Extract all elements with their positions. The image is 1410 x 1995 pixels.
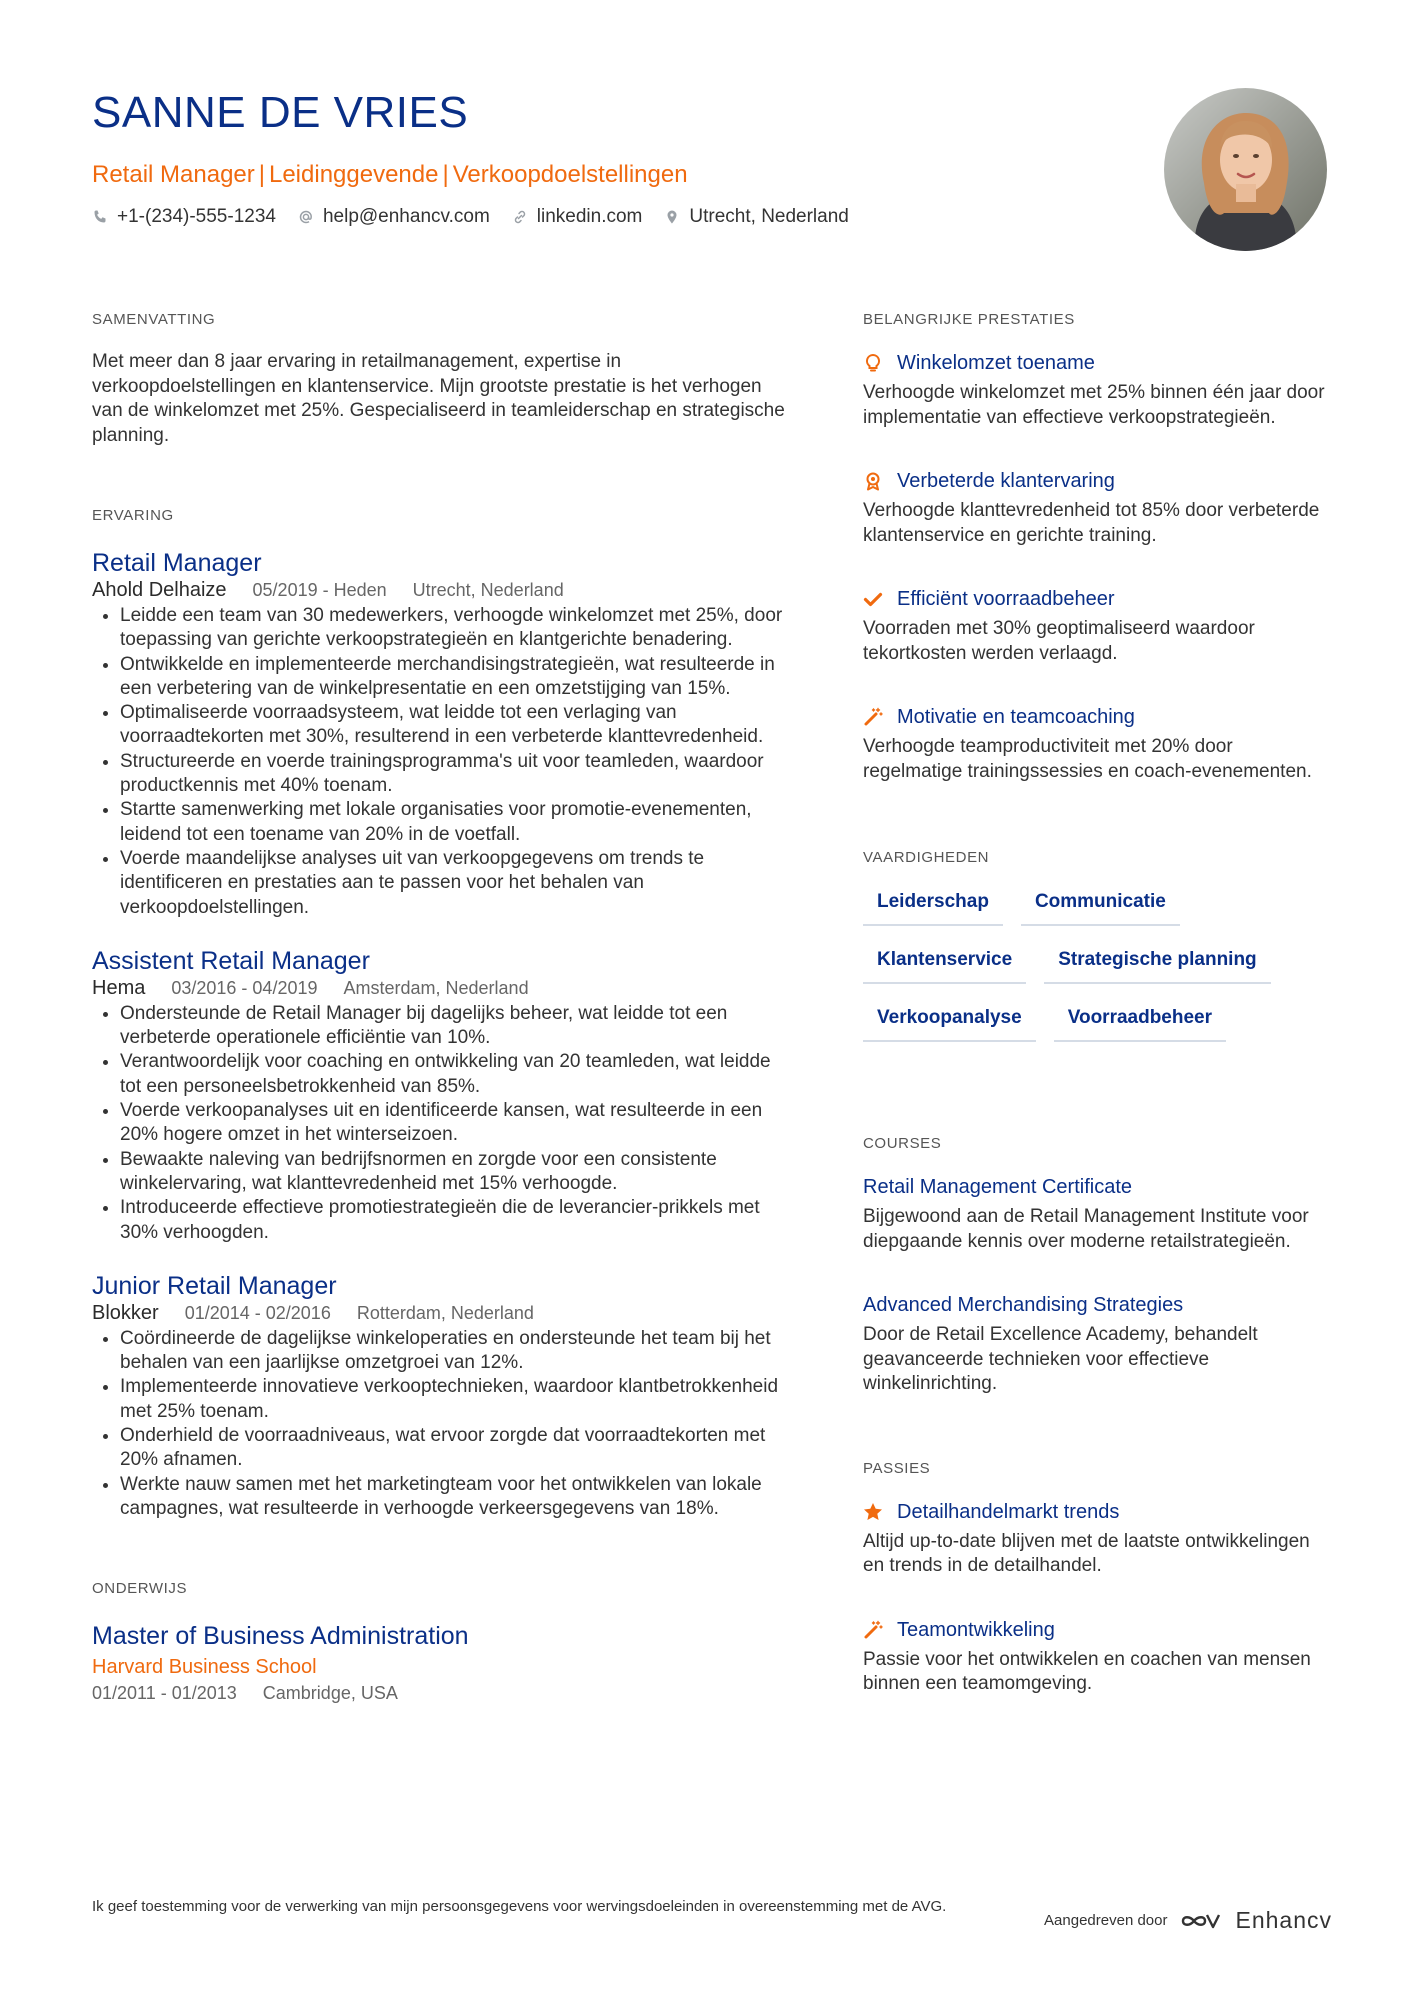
passion-title: Detailhandelmarkt trends (897, 1500, 1120, 1523)
job-location: Amsterdam, Nederland (343, 977, 529, 998)
job-location: Rotterdam, Nederland (356, 1302, 534, 1323)
job-dates: 05/2019 - Heden (252, 580, 387, 600)
job-bullet: • Voerde verkoopanalyses uit en identificeerde kansen, wat resulteerde in een 20% hogere omzet in het winterseizoen. (120, 1099, 792, 1148)
contact-linkedin[interactable] (512, 204, 643, 230)
achievement-item (863, 350, 1333, 430)
course-item (863, 1174, 1333, 1254)
course-desc: Door de Retail Excellence Academy, behandelt geavanceerde technieken voor effectieve winkelinrichting. (863, 1324, 1258, 1394)
summary-text: Met meer dan 8 jaar ervaring in retailmanagement, expertise in verkoopdoelstellingen en klantenservice. Mijn grootste prestatie is het verhogen van de winkelomzet met 25%. Gespecialiseerd in teamleiderschap en strategische planning. (92, 351, 785, 446)
job-bullet: • Bewaakte naleving van bedrijfsnormen en zorgde voor een consistente winkelervaring, wat klanttevredenheid met 15% verhoogde. (120, 1148, 792, 1197)
phone-icon (92, 209, 108, 225)
job-entry (92, 946, 792, 1245)
headline-separator: | (442, 161, 449, 188)
job-bullet: • Ondersteunde de Retail Manager bij dagelijks beheer, wat leidde tot een verbeterde operationele efficiëntie van 10%. (120, 1002, 792, 1051)
passion-header (863, 1617, 1333, 1643)
contact-phone[interactable] (92, 204, 276, 230)
achievement-header (863, 704, 1333, 730)
job-bullet: • Werkte nauw samen met het marketingteam voor het ontwikkelen van lokale campagnes, wat resulteerde in verhoogde verkeersgegevens van 18%. (120, 1473, 792, 1522)
achievement-desc: Verhoogde klanttevredenheid tot 85% door verbeterde klantenservice en gerichte training. (863, 500, 1320, 546)
job-bullet: • Structureerde en voerde trainingsprogramma's uit voor teamleden, waardoor productkennis met 40% toenam. (120, 750, 792, 799)
section-title-skills: VAARDIGHEDEN (863, 849, 990, 866)
job-entry (92, 1271, 792, 1521)
job-role: Assistent Retail Manager (92, 946, 370, 975)
courses-section (863, 1134, 1333, 1397)
education-dates: 01/2011 - 01/2013 (92, 1683, 237, 1704)
achievement-title: Efficiënt voorraadbeheer (897, 588, 1115, 610)
skills-list (863, 884, 1303, 1042)
job-company: Ahold Delhaize (92, 579, 227, 601)
job-meta (92, 1301, 792, 1325)
achievement-title: Verbeterde klantervaring (897, 470, 1115, 492)
email-address: help@enhancv.com (322, 206, 490, 227)
passion-item (863, 1499, 1333, 1579)
footer (92, 1897, 1332, 1934)
headline-title-2: Leidinggevende (268, 161, 439, 188)
job-role: Junior Retail Manager (92, 1271, 337, 1300)
candidate-name: SANNE DE VRIES (92, 88, 469, 137)
job-bullet: • Onderhield de voorraadniveaus, wat ervoor zorgde dat voorraadtekorten met 20% afnamen. (120, 1424, 792, 1473)
achievement-header (863, 468, 1333, 494)
enhancv-logo-icon (1179, 1909, 1223, 1933)
job-bullet: • Optimaliseerde voorraadsysteem, wat leidde tot een verlaging van voorraadtekorten met 30%, resulterend in een verbeterde klanttevredenheid. (120, 701, 792, 750)
star-icon (863, 1502, 883, 1522)
job-bullet: • Startte samenwerking met lokale organisaties voor promotie-evenementen, leidend tot een toename van 20% in de voetfall. (120, 798, 792, 847)
achievement-title: Winkelomzet toename (897, 352, 1095, 374)
consent-text: Ik geef toestemming voor de verwerking van mijn persoonsgegevens voor wervingsdoeleinden in overeenstemming met de AVG. (92, 1898, 947, 1915)
award-icon (863, 471, 883, 491)
job-dates: 01/2014 - 02/2016 (184, 1302, 331, 1323)
linkedin-url: linkedin.com (536, 206, 643, 227)
passion-title: Teamontwikkeling (897, 1618, 1055, 1641)
achievement-desc: Verhoogde winkelomzet met 25% binnen één jaar door implementatie van effectieve verkoopstrategieën. (863, 382, 1325, 428)
job-company: Blokker (92, 1301, 159, 1324)
phone-number: +1-(234)-555-1234 (117, 206, 276, 227)
job-bullet: • Leidde een team van 30 medewerkers, verhoogde winkelomzet met 25%, door toepassing van gerichte verkoopstrategieën en klantgerichte benadering. (120, 604, 792, 653)
job-bullet: • Verantwoordelijk voor coaching en ontwikkeling van 20 teamleden, wat leidde tot een personeelsbetrokkenheid van 85%. (120, 1050, 792, 1099)
job-role: Retail Manager (92, 549, 262, 577)
skill-tag: Klantenservice (863, 942, 1026, 984)
job-bullets (92, 604, 792, 920)
experience-section (92, 506, 792, 1521)
achievement-item (863, 468, 1333, 548)
headline-title-3: Verkoopdoelstellingen (452, 161, 688, 188)
passion-desc: Altijd up-to-date blijven met de laatste ontwikkelingen en trends in de detailhandel. (863, 1530, 1310, 1576)
achievements-section (863, 310, 1333, 784)
achievement-item (863, 704, 1333, 784)
resume-header (92, 88, 1142, 230)
contact-location (664, 204, 848, 230)
headline-separator: | (258, 161, 265, 188)
link-icon (512, 209, 528, 225)
profile-photo (1164, 88, 1327, 251)
location-pin-icon (664, 209, 680, 225)
right-column (863, 310, 1333, 1697)
job-entry (92, 548, 792, 920)
avatar (1164, 88, 1327, 251)
job-dates: 03/2016 - 04/2019 (171, 977, 318, 998)
magic-wand-icon (863, 1620, 883, 1640)
skills-section (863, 848, 1333, 1042)
skill-tag: Communicatie (1021, 884, 1180, 926)
passion-header (863, 1499, 1333, 1525)
education-school: Harvard Business School (92, 1656, 317, 1679)
education-location: Cambridge, USA (262, 1683, 398, 1704)
education-degree: Master of Business Administration (92, 1622, 469, 1651)
achievement-header (863, 586, 1333, 612)
education-meta (92, 1681, 792, 1705)
achievement-desc: Voorraden met 30% geoptimaliseerd waardoor tekortkosten werden verlaagd. (863, 618, 1255, 664)
course-title: Advanced Merchandising Strategies (863, 1294, 1184, 1316)
job-bullet: • Introduceerde effectieve promotiestrategieën die de leverancier-prikkels met 30% verhoogden. (120, 1196, 792, 1245)
lightbulb-icon (863, 353, 883, 373)
magic-wand-icon (863, 707, 883, 727)
job-bullets (92, 1002, 792, 1245)
powered-by-label: Aangedreven door (1044, 1912, 1168, 1929)
skill-tag: Verkoopanalyse (863, 1000, 1036, 1042)
passion-item (863, 1617, 1333, 1697)
passions-section (863, 1459, 1333, 1697)
education-section (92, 1579, 792, 1705)
enhancv-brand: Enhancv (1235, 1907, 1332, 1933)
section-title-education: ONDERWIJS (92, 1580, 188, 1598)
section-title-achievements: BELANGRIJKE PRESTATIES (863, 311, 1075, 328)
contact-email[interactable] (298, 204, 490, 230)
skill-tag: Leiderschap (863, 884, 1003, 926)
job-company: Hema (92, 976, 146, 999)
course-title: Retail Management Certificate (863, 1176, 1133, 1198)
powered-by[interactable] (1044, 1907, 1332, 1934)
job-bullet: • Voerde maandelijkse analyses uit van verkoopgegevens om trends te identificeren en prestaties aan te passen voor het behalen van verkoopdoelstellingen. (120, 847, 792, 920)
skill-tag: Strategische planning (1044, 942, 1270, 984)
job-meta (92, 578, 792, 602)
at-icon (298, 209, 314, 225)
summary-section (92, 310, 792, 448)
section-title-passions: PASSIES (863, 1459, 931, 1477)
section-title-courses: COURSES (863, 1135, 942, 1152)
achievement-title: Motivatie en teamcoaching (897, 706, 1135, 728)
achievement-item (863, 586, 1333, 666)
achievement-header (863, 350, 1333, 376)
location-text: Utrecht, Nederland (689, 206, 849, 227)
left-column (92, 310, 792, 1705)
achievement-desc: Verhoogde teamproductiviteit met 20% door regelmatige trainingssessies en coach-evenementen. (863, 736, 1312, 782)
section-title-experience: ERVARING (92, 507, 174, 524)
skill-tag: Voorraadbeheer (1054, 1000, 1226, 1042)
course-desc: Bijgewoond aan de Retail Management Institute voor diepgaande kennis over moderne retailstrategieën. (863, 1206, 1309, 1252)
course-item (863, 1292, 1333, 1397)
job-meta (92, 976, 792, 1000)
section-title-summary: SAMENVATTING (92, 311, 216, 328)
passion-desc: Passie voor het ontwikkelen en coachen van mensen binnen een teamomgeving. (863, 1648, 1311, 1694)
job-bullet: • Implementeerde innovatieve verkooptechnieken, waardoor klantbetrokkenheid met 25% toenam. (120, 1375, 792, 1424)
headline (92, 160, 1142, 190)
check-icon (863, 589, 883, 609)
job-bullets (92, 1327, 792, 1521)
headline-title-1: Retail Manager (92, 161, 255, 188)
job-bullet: • Coördineerde de dagelijkse winkeloperaties en ondersteunde het team bij het behalen van een jaarlijkse omzetgroei van 12%. (120, 1327, 792, 1376)
job-location: Utrecht, Nederland (412, 580, 564, 600)
job-bullet: • Ontwikkelde en implementeerde merchandisingstrategieën, wat resulteerde in een verbetering van de winkelpresentatie en een omzetstijging van 15%. (120, 653, 792, 702)
contact-bar (92, 204, 1142, 230)
